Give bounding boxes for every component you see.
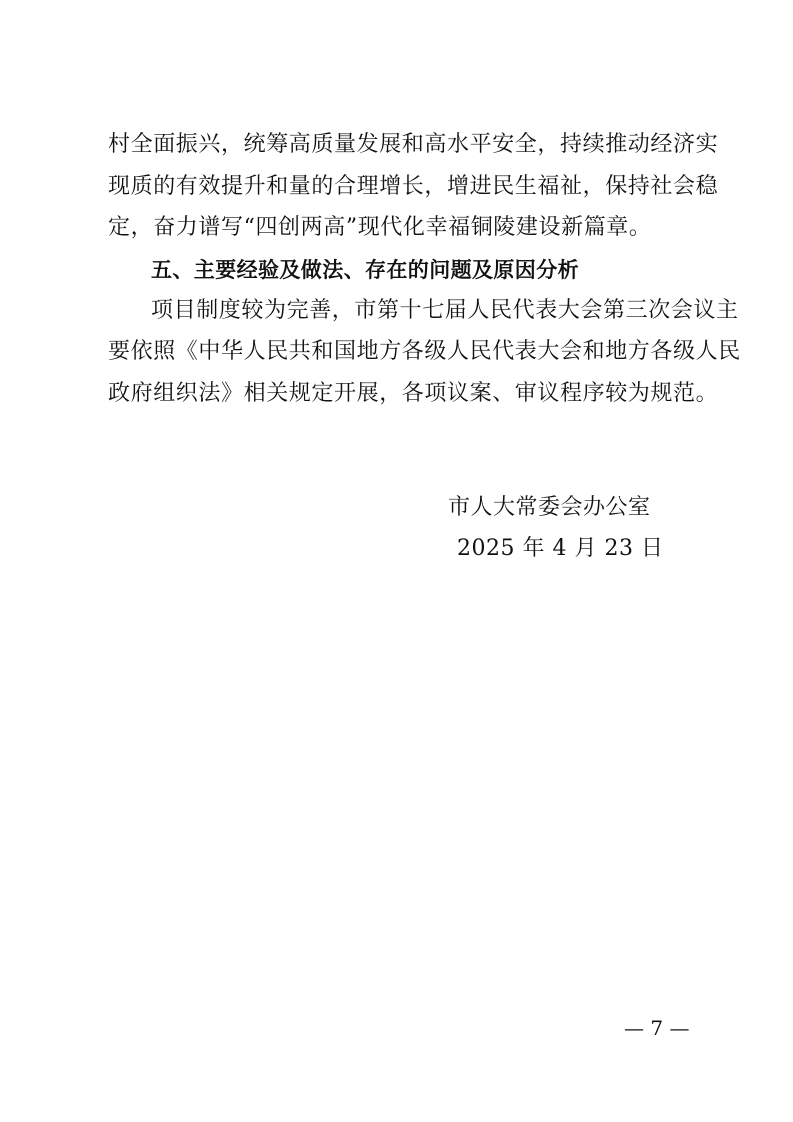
body-line-3: 定，奋力谱写“四创两高”现代化幸福铜陵建设新篇章。 — [108, 215, 652, 240]
signature-date: 2025 年 4 月 23 日 — [457, 536, 664, 561]
body-line-2: 现质的有效提升和量的合理增长，增进民生福祉，保持社会稳 — [108, 174, 719, 199]
body-line-1: 村全面振兴，统筹高质量发展和高水平安全，持续推动经济实 — [108, 132, 719, 157]
section-line-2: 要依照《中华人民共和国地方各级人民代表大会和地方各级人民 — [108, 339, 741, 364]
page-number: — 7 — — [624, 1016, 690, 1040]
section-heading: 五、主要经验及做法、存在的问题及原因分析 — [151, 258, 579, 282]
signature-office: 市人大常委会办公室 — [448, 495, 651, 520]
section-line-1: 项目制度较为完善，市第十七届人民代表大会第三次会议主 — [151, 298, 739, 323]
section-line-3: 政府组织法》相关规定开展，各项议案、审议程序较为规范。 — [108, 381, 719, 406]
